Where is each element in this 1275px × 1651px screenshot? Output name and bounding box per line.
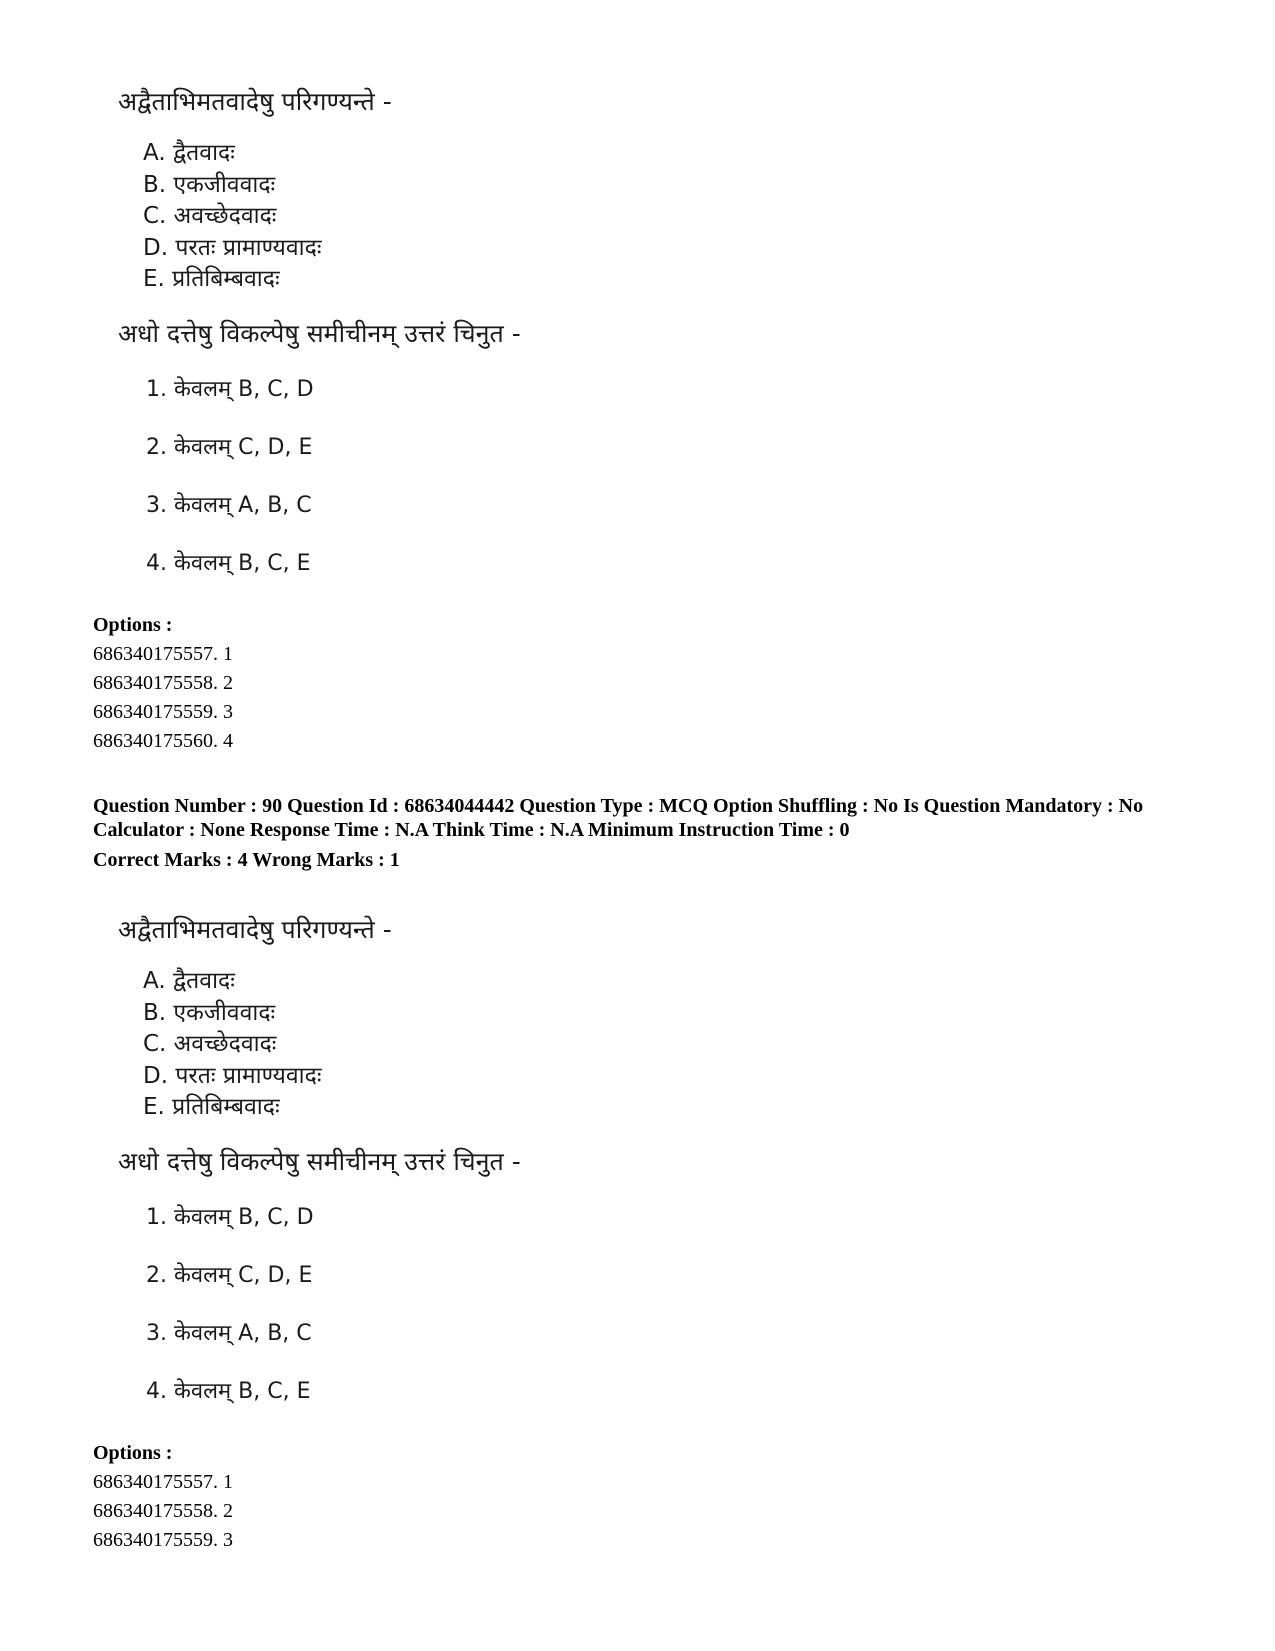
choice-item: 3. केवलम् A, B, C xyxy=(146,493,312,518)
choice-item: 1. केवलम् B, C, D xyxy=(146,377,314,402)
choice-item: 2. केवलम् C, D, E xyxy=(146,435,313,460)
option-id-row: 686340175558. 2 xyxy=(93,1500,233,1522)
option-id-row: 686340175560. 4 xyxy=(93,730,233,752)
option-id-row: 686340175558. 2 xyxy=(93,672,233,694)
choice-list xyxy=(146,1202,314,1434)
option-id-row: 686340175559. 3 xyxy=(93,1529,233,1551)
options-list xyxy=(93,1468,233,1555)
statement-item: E. प्रतिबिम्बवादः xyxy=(143,1094,280,1120)
question-instruction: अधो दत्तेषु विकल्पेषु समीचीनम् उत्तरं चिनुत - xyxy=(118,319,521,348)
choice-item: 4. केवलम् B, C, E xyxy=(146,551,311,576)
statement-item: B. एकजीववादः xyxy=(143,171,276,198)
question-stem: अद्वैताभिमतवादेषु परिगण्यन्ते - xyxy=(118,915,392,944)
statement-item: A. द्वैतवादः xyxy=(143,140,235,166)
option-id-row: 686340175559. 3 xyxy=(93,701,233,723)
choice-list xyxy=(146,374,314,606)
question-meta xyxy=(93,794,1213,872)
statement-item: D. परतः प्रामाण्यवादः xyxy=(143,1062,322,1089)
options-list xyxy=(93,640,233,756)
options-heading: Options : xyxy=(93,1442,173,1464)
option-id-row: 686340175557. 1 xyxy=(93,1471,233,1493)
marks-line: Correct Marks : 4 Wrong Marks : 1 xyxy=(93,849,400,871)
question-instruction: अधो दत्तेषु विकल्पेषु समीचीनम् उत्तरं चिनुत - xyxy=(118,1147,521,1176)
choice-item: 4. केवलम् B, C, E xyxy=(146,1379,311,1404)
question-meta-line: Question Number : 90 Question Id : 68634044442 Question Type : MCQ Option Shuffling : No Is Question Mandatory : No Calculator : None Response Time : N.A Think Time : N.A Minimum Instruction Time : 0 xyxy=(93,795,1144,841)
statement-item: E. प्रतिबिम्बवादः xyxy=(143,266,280,292)
option-id-row: 686340175557. 1 xyxy=(93,643,233,665)
statement-item: C. अवच्छेदवादः xyxy=(143,203,277,229)
choice-item: 3. केवलम् A, B, C xyxy=(146,1321,312,1346)
choice-item: 1. केवलम् B, C, D xyxy=(146,1205,314,1230)
statement-item: A. द्वैतवादः xyxy=(143,968,235,994)
statement-item: D. परतः प्रामाण्यवादः xyxy=(143,234,322,261)
question-stem: अद्वैताभिमतवादेषु परिगण्यन्ते - xyxy=(118,87,392,116)
choice-item: 2. केवलम् C, D, E xyxy=(146,1263,313,1288)
statement-list xyxy=(143,138,322,296)
statement-item: B. एकजीववादः xyxy=(143,999,276,1026)
options-heading: Options : xyxy=(93,614,173,636)
statement-list xyxy=(143,966,322,1124)
statement-item: C. अवच्छेदवादः xyxy=(143,1031,277,1057)
